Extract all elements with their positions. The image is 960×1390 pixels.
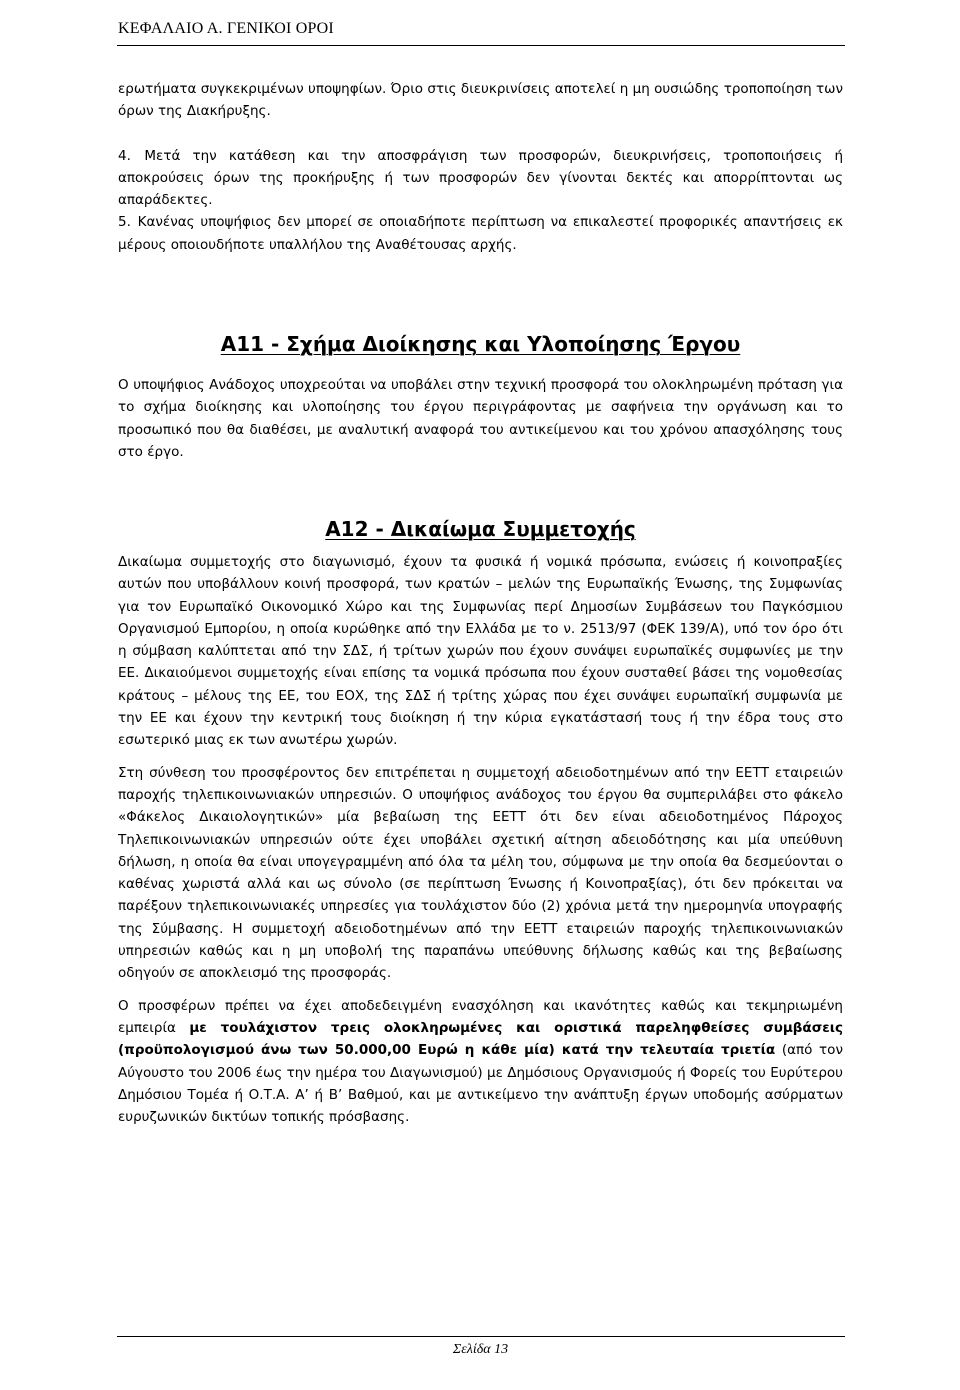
section-a12-paragraph-3 bbox=[118, 995, 843, 1129]
section-a11-body bbox=[118, 374, 843, 463]
section-a12-paragraph-2: Στη σύνθεση του προσφέροντος δεν επιτρέπεται η συμμετοχή αδειοδοτημένων από την ΕΕΤΤ εταιρειών παροχής τηλεπικοινωνιακών υπηρεσιών. Ο υποψήφιος ανάδοχος του έργου θα συμπεριλάβει στο φάκελο «Φάκελος Δικαιολογητικών» μία βεβαίωση της ΕΕΤΤ ότι δεν είναι αδειοδοτημένος Πάροχος Τηλεπικοινωνιακών υπηρεσιών ούτε έχει υποβάλει σχετική αίτηση αδειοδότησης και μία υπεύθυνη δήλωση, η οποία θα είναι υπογεγραμμένη από όλα τα μέλη του, σύμφωνα με την οποία θα δεσμεύονται ο καθένας χωριστά αλλά και ως σύνολο (σε περίπτωση Ένωσης ή Κοινοπραξίας), ότι δεν πρόκειται να παρέξουν τηλεπικοινωνιακές υπηρεσίες για τουλάχιστον δύο (2) χρόνια μετά την ημερομηνία υπογραφής της Σύμβασης. Η συμμετοχή αδειοδοτημένων από την ΕΕΤΤ εταιρειών παροχής τηλεπικοινωνιακών υπηρεσιών καθώς και η μη υποβολή της παραπάνω υπεύθυνης δήλωσης καθώς και της βεβαίωσης οδηγούν σε αποκλεισμό της προσφοράς. bbox=[118, 764, 843, 982]
section-a12-heading bbox=[118, 516, 843, 542]
running-header: ΚΕΦΑΛΑΙΟ Α. ΓΕΝΙΚΟΙ ΟΡΟΙ bbox=[118, 20, 334, 37]
intro-block bbox=[118, 78, 843, 256]
section-a11-heading-text: Α11 - Σχήμα Διοίκησης και Υλοποίησης Έργου bbox=[220, 332, 741, 356]
section-a12-heading-text: Α12 - Δικαίωμα Συμμετοχής bbox=[325, 517, 636, 541]
section-a11-heading bbox=[118, 331, 843, 357]
footer-rule bbox=[117, 1336, 845, 1337]
section-a11-paragraph: Ο υποψήφιος Ανάδοχος υποχρεούται να υποβάλει στην τεχνική προσφορά του ολοκληρωμένη πρόταση για το σχήμα διοίκησης και υλοποίησης του έργου περιγράφοντας με σαφήνεια την οργάνωση και το προσωπικό που θα διαθέσει, με αναλυτική αναφορά του αντικείμενου και του χρόνου απασχόλησης τους στο έργο. bbox=[118, 377, 843, 460]
paragraph-3-lead-text: Ο προσφέρων πρέπει να έχει αποδεδειγμένη ενασχόληση και ικανότητες καθώς και τεκμηριωμένη εμπειρία bbox=[118, 997, 843, 1036]
intro-paragraph-1: ερωτήματα συγκεκριμένων υποψηφίων. Όριο στις διευκρινίσεις αποτελεί η μη ουσιώδης τροποποίηση των όρων της Διακήρυξης. bbox=[118, 81, 843, 120]
section-a12-paragraph-1: Δικαίωμα συμμετοχής στο διαγωνισμό, έχουν τα φυσικά ή νομικά πρόσωπα, ενώσεις ή κοινοπραξίες αυτών που υποβάλλουν κοινή προσφορά, των κρατών – μελών της Ευρωπαϊκής Ένωσης, της Συμφωνίας για τον Ευρωπαϊκό Οικονομικό Χώρο και της Συμφωνίας περί Δημοσίων Συμβάσεων του Παγκόσμιου Οργανισμού Εμπορίου, η οποία κυρώθηκε από την Ελλάδα με το ν. 2513/97 (ΦΕΚ 139/Α), υπό τον όρο ότι η σύμβαση καλύπτεται από την ΣΔΣ, ή τρίτων χωρών που έχουν συνάψει ευρωπαϊκές συμφωνίες με την ΕΕ. Δικαιούμενοι συμμετοχής είναι επίσης τα νομικά πρόσωπα που έχουν συσταθεί βάσει της νομοθεσίας κράτους – μέλους της ΕΕ, του ΕΟΧ, της ΣΔΣ ή τρίτης χώρας που έχει συνάψει ευρωπαϊκή συμφωνία με την ΕΕ και έχουν την κεντρική τους διοίκηση ή την κύρια εγκατάστασή τους ή την έδρα τους στο εσωτερικό μιας εκ των ανωτέρω χωρών. bbox=[118, 554, 843, 749]
paragraph-3-bold-requirement: με τουλάχιστον τρεις ολοκληρωμένες και οριστικά παρεληφθείσες συμβάσεις (προϋπολογισμού άνω των 50.000,00 Ευρώ η κάθε μία) κατά την τελευταία τριετία bbox=[118, 1019, 843, 1059]
paragraph-3-tail-text: (από τον Αύγουστο του 2006 έως την ημέρα του Διαγωνισμού) με Δημόσιους Οργανισμούς ή Φορείς του Ευρύτερου Δημόσιου Τομέα ή Ο.Τ.Α. Α’ ή Β’ Βαθμού, και με αντικείμενο την ανάπτυξη έργων υποδομής ασύρματων ευρυζωνικών δικτύων τοπικής πρόσβασης. bbox=[118, 1042, 843, 1126]
section-a12-body bbox=[118, 551, 843, 1128]
intro-paragraph-2: 4. Μετά την κατάθεση και την αποσφράγιση των προσφορών, διευκρινήσεις, τροποποιήσεις ή αποκρούσεις όρων της προκήρυξης ή των προσφορών δεν γίνονται δεκτές και απορρίπτονται ως απαράδεκτες. bbox=[118, 147, 843, 209]
header-rule bbox=[117, 45, 845, 46]
intro-paragraph-3: 5. Κανένας υποψήφιος δεν μπορεί σε οποιαδήποτε περίπτωση να επικαλεστεί προφορικές απαντήσεις εκ μέρους οποιουδήποτε υπαλλήλου της Αναθέτουσας αρχής. bbox=[118, 214, 843, 253]
page-number: Σελίδα 13 bbox=[452, 1342, 509, 1357]
